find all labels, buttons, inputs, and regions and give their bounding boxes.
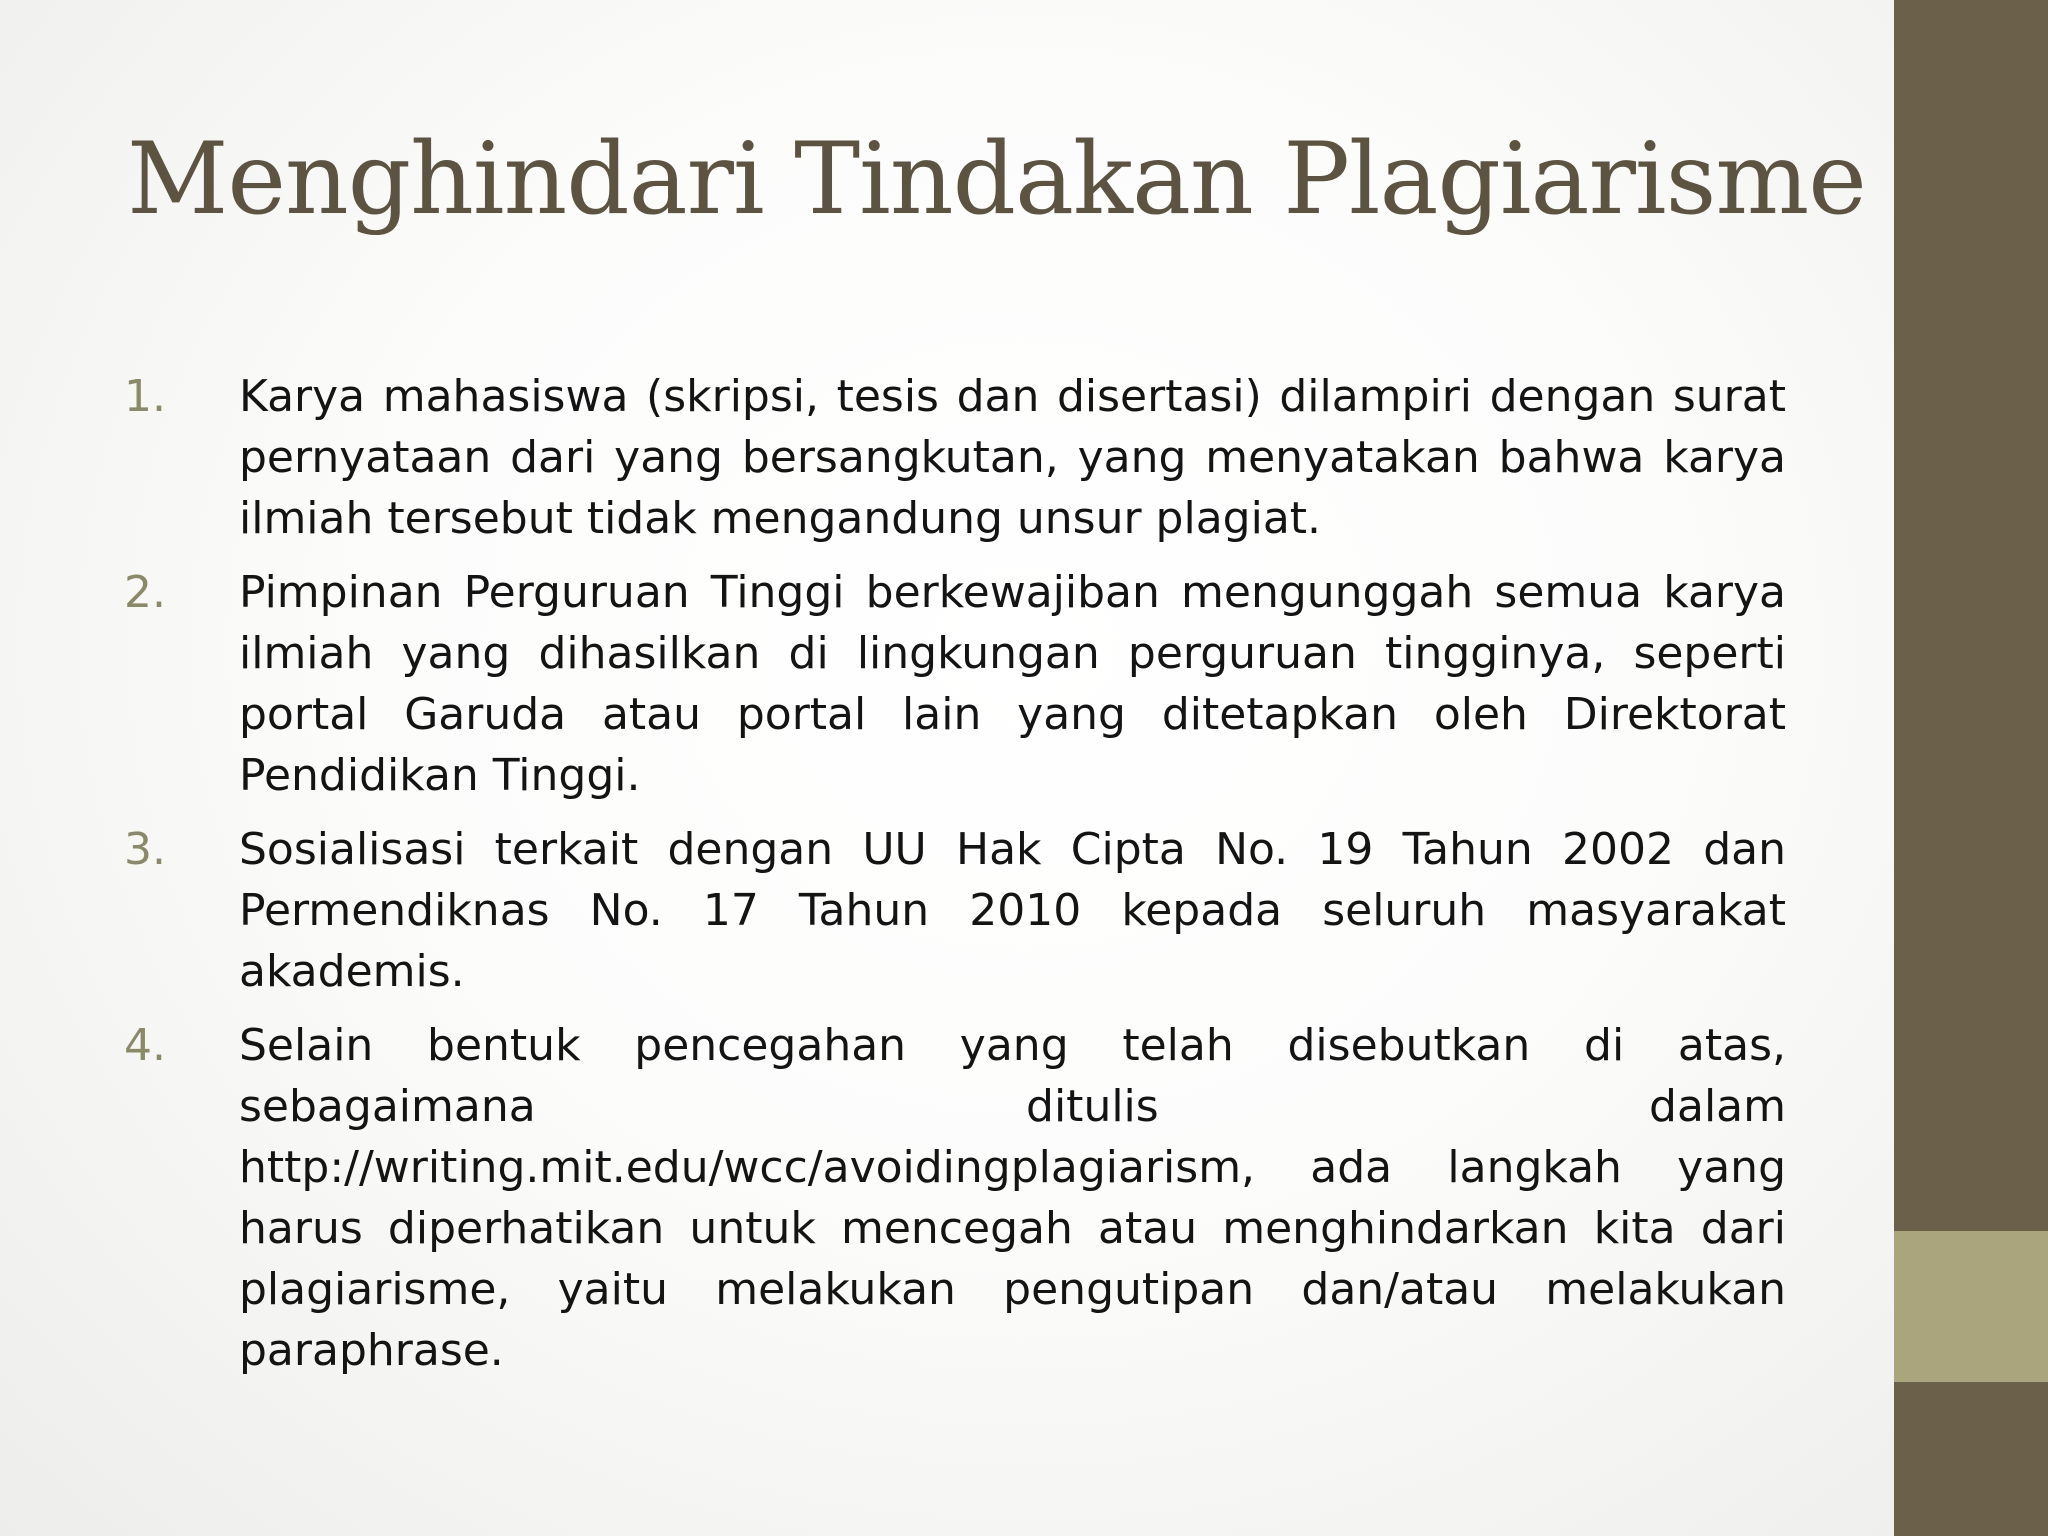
- list-item: [124, 562, 1786, 806]
- list-item-text: Sosialisasi terkait dengan UU Hak Cipta No. 19 Tahun 2002 dan Permendiknas No. 17 Tahun 2010 kepada seluruh masyarakat akademis.: [239, 824, 1786, 997]
- list-item: [124, 366, 1786, 549]
- list-item: [124, 1015, 1786, 1381]
- decorative-sidebar: [1894, 0, 2048, 1536]
- list-item-text: Selain bentuk pencegahan yang telah disebutkan di atas, sebagaimana ditulis dalam http://writing.mit.edu/wcc/avoidingplagiarism, ada langkah yang harus diperhatikan untuk mencegah atau menghindarkan kita dari plagiarisme, yaitu melakukan pengutipan dan/atau melakukan paraphrase.: [239, 1020, 1786, 1376]
- sidebar-accent-block: [1894, 1231, 2048, 1382]
- list-item-number: 1.: [124, 371, 166, 422]
- slide-title: Menghindari Tindakan Plagiarisme: [127, 122, 1866, 237]
- list-item-number: 4.: [124, 1020, 166, 1071]
- list-item: [124, 819, 1786, 1002]
- bullet-list: [124, 366, 1786, 1394]
- list-item-text: Karya mahasiswa (skripsi, tesis dan disertasi) dilampiri dengan surat pernyataan dari yang bersangkutan, yang menyatakan bahwa karya ilmiah tersebut tidak mengandung unsur plagiat.: [239, 371, 1786, 544]
- list-item-text: Pimpinan Perguruan Tinggi berkewajiban mengunggah semua karya ilmiah yang dihasilkan di lingkungan perguruan tingginya, seperti portal Garuda atau portal lain yang ditetapkan oleh Direktorat Pendidikan Tinggi.: [239, 567, 1786, 801]
- list-item-number: 2.: [124, 567, 166, 618]
- list-item-number: 3.: [124, 824, 166, 875]
